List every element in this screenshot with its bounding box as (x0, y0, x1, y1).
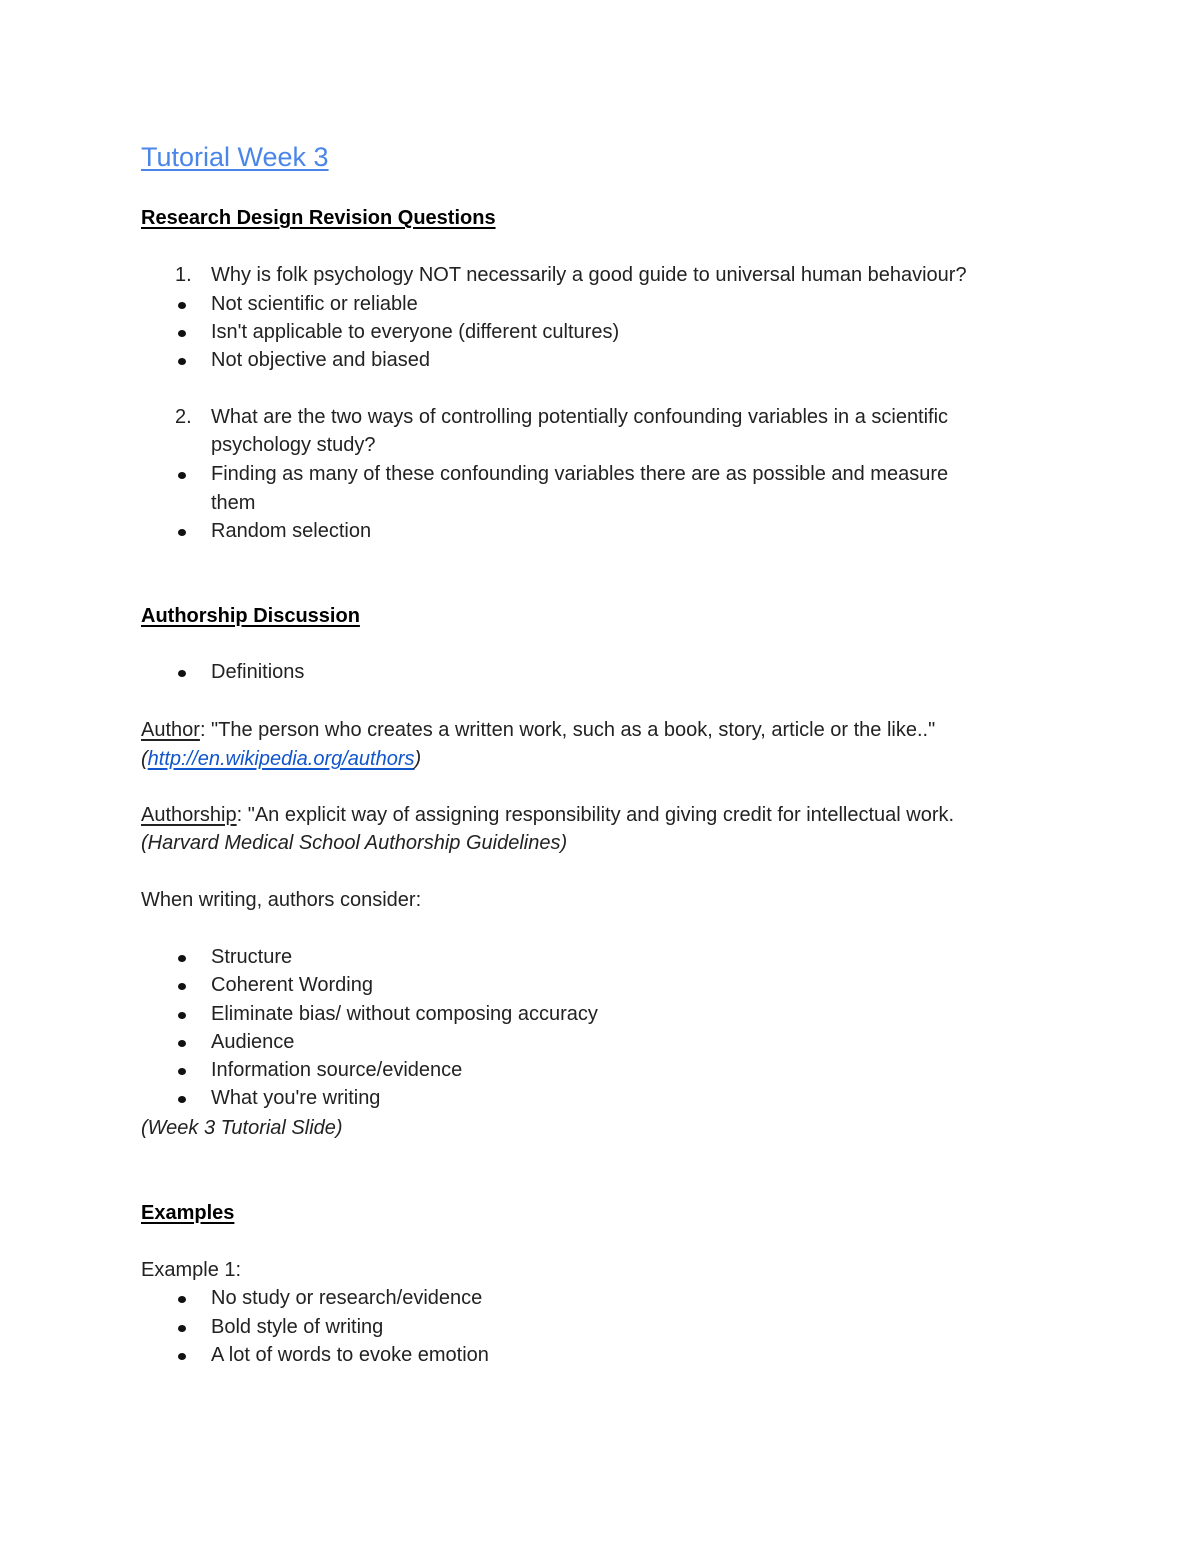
question-number-2: 2. (175, 406, 192, 428)
consider-intro: When writing, authors consider: (141, 889, 422, 911)
authorship-definition (141, 802, 954, 828)
author-term: Author (141, 719, 200, 741)
consider-item-eliminate-bias: Eliminate bias/ without composing accuracy (211, 1003, 598, 1025)
bullet-icon (178, 1040, 186, 1047)
bullet-icon (178, 955, 186, 962)
example-1-item-3: A lot of words to evoke emotion (211, 1344, 489, 1366)
section-heading-authorship: Authorship Discussion (141, 605, 360, 627)
bullet-icon (178, 1353, 186, 1360)
author-definition-text: : "The person who creates a written work, such as a book, story, article or the like.." (199, 719, 936, 741)
consider-item-audience: Audience (211, 1031, 295, 1053)
consider-item-structure: Structure (211, 946, 293, 968)
wikipedia-link[interactable]: http://en.wikipedia.org/authors (147, 748, 415, 770)
authorship-definition-text: : "An explicit way of assigning responsibility and giving credit for intellectual work. (236, 804, 955, 826)
bullet-icon (178, 1325, 186, 1332)
question-number-1: 1. (175, 264, 192, 286)
example-1-label: Example 1: (141, 1259, 242, 1281)
author-source-open-paren: ( (141, 748, 148, 770)
question-2-text-line1: What are the two ways of controlling potentially confounding variables in a scientific (211, 406, 949, 428)
bullet-icon (178, 1068, 186, 1075)
bullet-icon (178, 330, 186, 337)
consider-item-information-source: Information source/evidence (211, 1059, 463, 1081)
consider-item-coherent-wording: Coherent Wording (211, 974, 373, 996)
example-1-item-1: No study or research/evidence (211, 1287, 483, 1309)
bullet-icon (178, 302, 186, 309)
section-heading-research-design: Research Design Revision Questions (141, 207, 496, 229)
bullet-icon (178, 983, 186, 990)
authorship-term: Authorship (141, 804, 237, 826)
example-1-item-2: Bold style of writing (211, 1316, 384, 1338)
document-title: Tutorial Week 3 (141, 142, 329, 172)
bullet-icon (178, 1096, 186, 1103)
bullet-icon (178, 472, 186, 479)
question-1-text: Why is folk psychology NOT necessarily a good guide to universal human behaviour? (211, 264, 967, 286)
bullet-icon (178, 529, 186, 536)
authorship-source: (Harvard Medical School Authorship Guidelines) (141, 832, 568, 854)
consider-item-what-writing: What you're writing (211, 1087, 381, 1109)
question-2-text-line2: psychology study? (211, 434, 376, 456)
bullet-icon (178, 1296, 186, 1303)
author-source-close-paren: ) (414, 748, 422, 770)
consider-source: (Week 3 Tutorial Slide) (141, 1117, 343, 1139)
bullet-icon (178, 670, 186, 677)
q2-answer-1-line2: them (211, 492, 256, 514)
q1-answer-3: Not objective and biased (211, 349, 431, 371)
q1-answer-2: Isn't applicable to everyone (different cultures) (211, 321, 620, 343)
bullet-icon (178, 358, 186, 365)
definitions-bullet: Definitions (211, 661, 305, 683)
q1-answer-1: Not scientific or reliable (211, 293, 418, 315)
author-source (141, 746, 421, 772)
q2-answer-1-line1: Finding as many of these confounding variables there are as possible and measure (211, 463, 949, 485)
q2-answer-2: Random selection (211, 520, 372, 542)
author-definition (141, 717, 935, 743)
bullet-icon (178, 1012, 186, 1019)
section-heading-examples: Examples (141, 1202, 235, 1224)
